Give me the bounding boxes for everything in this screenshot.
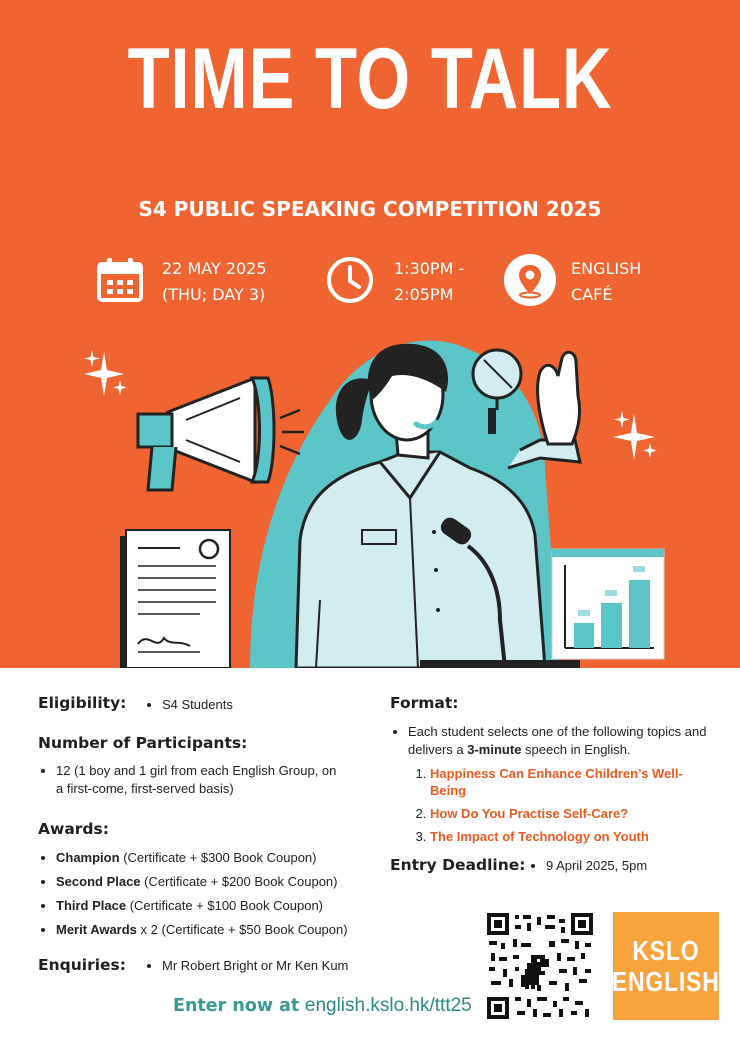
eligibility-list — [146, 696, 233, 720]
time-line-2: 2:05PM — [394, 285, 454, 304]
format-intro-before: Each student selects one of the following topics and delivers a — [408, 724, 707, 757]
qr-code[interactable] — [487, 913, 593, 1019]
event-date — [162, 256, 267, 308]
award-detail: (Certificate + $100 Book Coupon) — [129, 898, 324, 913]
sparkle-icon-right — [613, 411, 657, 460]
award-detail: (Certificate + $200 Book Coupon) — [144, 874, 338, 889]
format-list — [392, 723, 712, 851]
format-duration: 3-minute — [467, 742, 522, 757]
award-name: Champion — [56, 850, 120, 865]
format-label: Format: — [390, 694, 459, 712]
award-item — [56, 873, 360, 891]
speaker-illustration — [0, 330, 740, 668]
deadline-value: • 9 April 2025, 5pm — [546, 857, 647, 875]
clock-icon — [326, 256, 374, 304]
venue-line-2: CAFÉ — [571, 285, 613, 304]
location-pin-icon — [503, 253, 557, 307]
topic-item: 2. How Do You Practise Self-Care? — [430, 805, 712, 822]
award-detail: (Certificate + $300 Book Coupon) — [123, 850, 317, 865]
date-line-2: (THU; DAY 3) — [162, 285, 266, 304]
deadline-list — [530, 857, 647, 881]
eligibility-label: Eligibility: — [38, 694, 127, 712]
topic-item: 1. Happiness Can Enhance Children’s Well-Being — [430, 765, 712, 799]
award-item — [56, 897, 360, 915]
participants-value: • 12 (1 boy and 1 girl from each English Group, on a first-come, first-served basis) — [56, 762, 344, 798]
megaphone-icon — [138, 378, 304, 490]
format-intro-after: speech in English. — [521, 742, 631, 757]
venue-line-1: ENGLISH — [571, 259, 642, 278]
award-item — [56, 849, 360, 867]
enquiries-label: Enquiries: — [38, 956, 126, 974]
award-detail: x 2 (Certificate + $50 Book Coupon) — [140, 922, 348, 937]
time-line-1: 1:30PM - — [394, 259, 465, 278]
entry-cta — [173, 995, 472, 1017]
awards-label: Awards: — [38, 820, 109, 838]
school-logo — [613, 912, 719, 1020]
award-name: Third Place — [56, 898, 127, 913]
logo-line-2: ENGLISH — [612, 966, 720, 997]
document-icon — [120, 530, 230, 668]
date-line-1: 22 MAY 2025 — [162, 259, 267, 278]
awards-list — [40, 849, 360, 945]
calendar-icon — [97, 258, 143, 302]
enquiries-value: • Mr Robert Bright or Mr Ken Kum — [162, 957, 348, 975]
participants-label: Number of Participants: — [38, 734, 248, 752]
cta-prefix: Enter now at — [173, 996, 300, 1016]
enquiries-list — [146, 957, 348, 981]
format-intro — [408, 723, 712, 759]
award-item — [56, 921, 360, 939]
bar-chart-icon — [552, 549, 664, 659]
logo-line-1: KSLO — [632, 935, 700, 966]
award-name: Second Place — [56, 874, 141, 889]
eligibility-value: • S4 Students — [162, 696, 233, 714]
participants-list — [40, 762, 344, 804]
event-time — [394, 256, 464, 308]
cta-link[interactable]: english.kslo.hk/ttt25 — [304, 995, 472, 1016]
sparkle-icon-left — [84, 350, 127, 396]
deadline-label: Entry Deadline: — [390, 856, 526, 874]
page-title: TIME TO TALK — [127, 31, 613, 127]
page-subtitle: S4 PUBLIC SPEAKING COMPETITION 2025 — [138, 197, 602, 221]
topic-item: 3. The Impact of Technology on Youth — [430, 828, 712, 845]
event-venue — [571, 256, 641, 308]
award-name: Merit Awards — [56, 922, 137, 937]
